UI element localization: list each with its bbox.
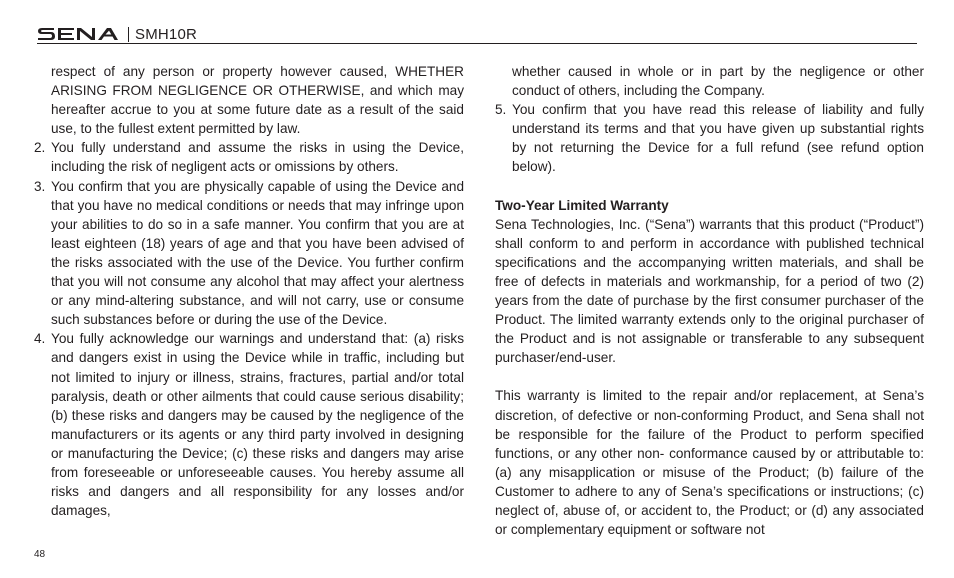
list-item-text: You confirm that you are physically capable of using the Device and that you have no medical conditions or needs that may infringe upon your abilities to do so in a safe manner. You confirm that you are at least eighteen (18) years of age and that you have been advised of the risks associated with the use of the Device. You further confirm that you will not consume any alcohol that may affect your alertness or any mind-altering substance, and will not carry, use or consume such substances before or during the use of the Device. <box>51 178 464 328</box>
list-item <box>34 177 464 330</box>
list-item-text: You confirm that you have read this release of liability and fully understand its terms and that you have given up substantial rights by not returning the Device for a full refund (see refund option below). <box>512 102 924 175</box>
sena-logo <box>37 27 119 41</box>
header-rule <box>37 43 917 44</box>
list-item <box>495 100 924 176</box>
list-item-number: 4. <box>34 331 46 347</box>
list-item-text: You fully acknowledge our warnings and understand that: (a) risks and dangers exist in using the Device while in traffic, including but not limited to injury or illness, strains, fractures, partial and/or total paralysis, death or other ailments that could cause serious disability; (b) these risks and dangers may be caused by the negligence of the manufacturers or its agents or any third party involved in designing or manufacturing the Device; (c) these risks and dangers may arise from foreseeable or unforeseeable causes. You hereby assume all risks and dangers and all responsibility for any losses and/or damages, <box>51 331 464 519</box>
warranty-paragraph: This warranty is limited to the repair and/or replacement, at Sena’s discretion, of defective or non-conforming Product, and Sena shall not be responsible for the failure of the Product to perform specified functions, or any other non- conformance caused by or attributable to: (a) any misapplication or misuse of the Product; (b) failure of the Customer to adhere to any of Sena’s specifications or instructions; (c) neglect of, abuse of, or accident to, the Product; or (d) any associated or complementary equipment or software not <box>495 388 924 538</box>
list-item-number: 5. <box>495 102 507 118</box>
list-item-number: 2. <box>34 140 46 156</box>
list-item <box>34 138 464 176</box>
list-item <box>34 329 464 520</box>
list-item-number: 3. <box>34 178 46 194</box>
continued-paragraph: respect of any person or property however caused, WHETHER ARISING FROM NEGLIGENCE OR OTHERWISE, and which may hereafter accrue to you at some future date as a result of the said use, to the fullest extent permitted by law. <box>51 64 464 137</box>
page-number: 48 <box>34 549 46 560</box>
header-divider <box>128 27 129 42</box>
section-heading: Two-Year Limited Warranty <box>495 197 669 213</box>
right-column <box>495 62 924 539</box>
left-column <box>34 62 464 520</box>
list-item-text: You fully understand and assume the risks in using the Device, including the risk of negligent acts or omissions by others. <box>51 140 464 175</box>
warranty-paragraph: Sena Technologies, Inc. (“Sena”) warrants that this product (“Product”) shall conform to and perform in accordance with published technical specifications and the accompanying written materials, and shall be free of defects in materials and workmanship, for a period of two (2) years from the date of purchase by the first consumer purchaser of the Product. The limited warranty extends only to the original purchaser of the Product and is not assignable or transferable to any subsequent purchaser/end-user. <box>495 216 924 366</box>
model-name: SMH10R <box>135 25 198 43</box>
continued-paragraph: whether caused in whole or in part by the negligence or other conduct of others, including the Company. <box>512 64 924 99</box>
